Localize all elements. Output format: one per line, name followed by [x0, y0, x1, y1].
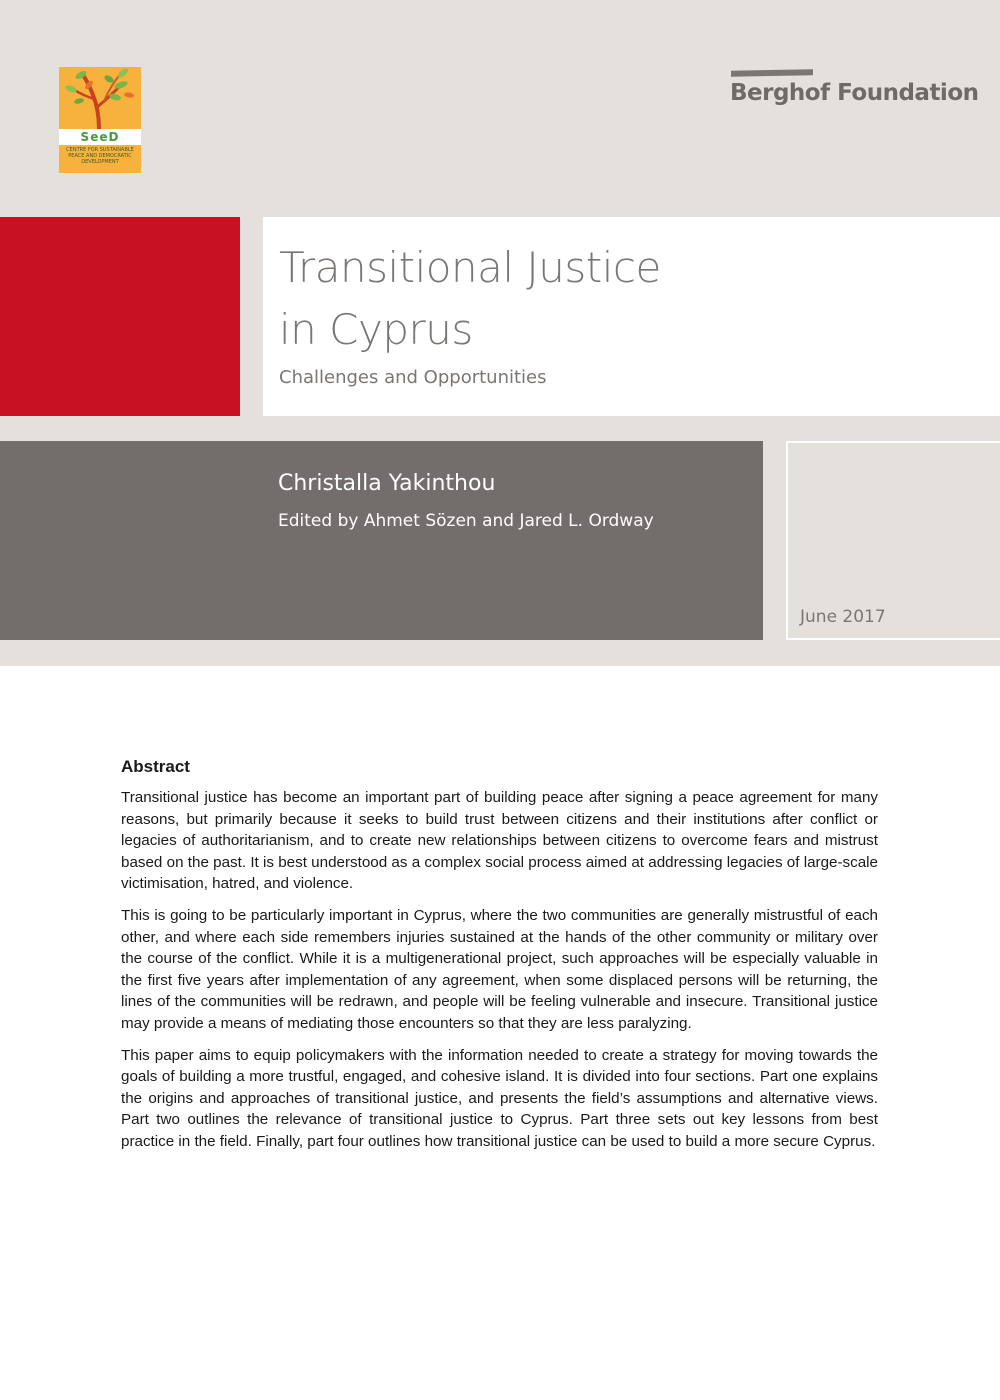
title-box — [263, 217, 1000, 416]
title-line-1: Transitional Justice — [279, 243, 661, 292]
accent-red-block — [0, 217, 240, 416]
abstract-paragraph: This is going to be particularly important in Cyprus, where the two communities are generally mistrustful of each other, and where each side remembers injuries sustained at the hands of the other community or military over the course of the conflict. While it is a multigenerational project, such approaches will be especially valuable in the first five years after implementation of any agreement, when some displaced persons will be returning, the lines of the communities will be redrawn, and people will be feeling vulnerable and insecure. Transitional justice may provide a means of mediating those encounters so that they are less paralyzing. — [121, 906, 878, 1032]
subtitle: Challenges and Opportunities — [279, 367, 547, 388]
abstract-heading: Abstract — [121, 757, 190, 776]
berghof-logo-bar — [731, 69, 813, 76]
abstract-paragraph: Transitional justice has become an important part of building peace after signing a peace agreement for many reasons, but primarily because it seeks to build trust between citizens and their institutions after conflict or legacies of authoritarianism, and to create new relationships between citizens to overcome fears and mistrust based on the past. It is best understood as a complex social process aimed at addressing legacies of large-scale victimisation, hatred, and violence. — [121, 789, 878, 893]
seed-logo — [59, 67, 141, 173]
author-box — [0, 441, 763, 640]
seed-logo-tagline: CENTRE FOR SUSTAINABLE PEACE AND DEMOCRATIC DEVELOPMENT — [66, 147, 134, 165]
abstract-paragraph: This paper aims to equip policymakers with the information needed to create a strategy for moving towards the goals of building a more trustful, engaged, and cohesive island. It is divided into four sections. Part one explains the origins and approaches of transitional justice, and presents the field’s assumptions and alternative views. Part two outlines the relevance of transitional justice to Cyprus. Part three sets out key lessons from best practice in the field. Finally, part four outlines how transitional justice can be used to build a more secure Cyprus. — [121, 1046, 878, 1150]
tree-icon — [59, 67, 141, 129]
editors-line: Edited by Ahmet Sözen and Jared L. Ordway — [278, 511, 654, 531]
publication-date: June 2017 — [800, 607, 886, 627]
title-line-2: in Cyprus — [279, 305, 473, 354]
date-box — [786, 441, 1000, 640]
berghof-logo-name: Berghof Foundation — [730, 80, 979, 106]
author-name: Christalla Yakinthou — [278, 471, 496, 496]
abstract-section — [121, 757, 878, 1163]
cover-panel — [0, 0, 1000, 666]
seed-logo-name: SeeD — [80, 130, 120, 144]
